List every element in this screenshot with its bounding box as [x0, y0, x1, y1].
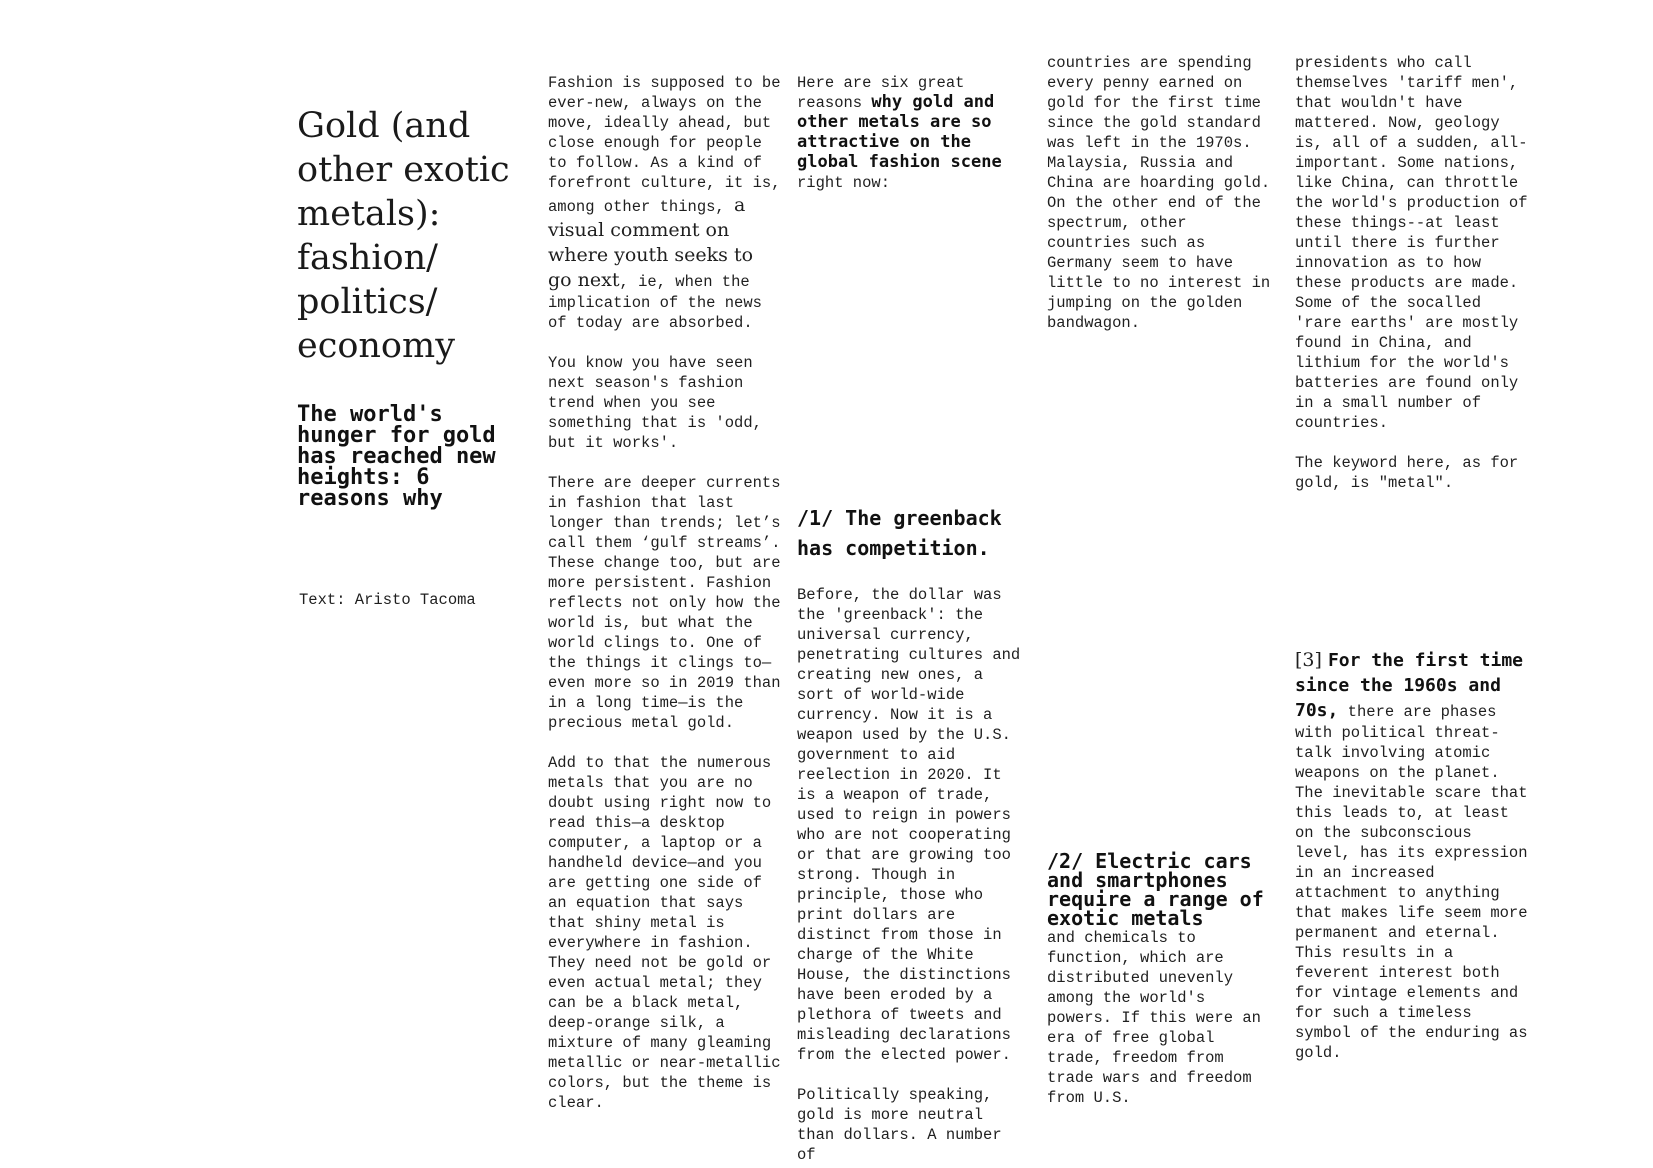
reasons-intro-end: right now: [797, 174, 891, 192]
article-title: Gold (and other exotic metals): fashion/ politics/ economy [297, 106, 510, 366]
intro-paragraph [548, 73, 782, 333]
reasons-intro-start: Here are six great reasons [797, 74, 965, 112]
paragraph-gulf-streams: There are deeper currents in fashion that last longer than trends; let’s call them ‘gulf streams’. These change too, but are more persistent. Fashion reflects not only how the world is, but what the world clings to. One of the things it clings to—even more so in 2019 than in a long time—is the precious metal gold. [548, 474, 781, 732]
body-column-4-lower [1047, 849, 1277, 1108]
geology-paragraph: presidents who call themselves 'tariff men', that wouldn't have mattered. Now, geology is, all of a sudden, all-important. Some nations, like China, can throttle the world's production of these things--at least until there is further innovation as to how these products are made. Some of the socalled 'rare earths' are mostly found in China, and lithium for the world's batteries are found only in a small number of countries. [1295, 54, 1528, 432]
author-credit: Text: Aristo Tacoma [299, 591, 476, 609]
title-column [297, 104, 527, 509]
intro-text-end: , ie, when the implication of the news of today are absorbed. [548, 273, 762, 332]
body-column-5 [1295, 53, 1529, 493]
intro-text-start: Fashion is supposed to be ever-new, always on the move, ideally ahead, but close enough for people to follow. As a kind of forefront culture, it is, among other things, [548, 74, 781, 216]
reason-1-heading: /1/ The greenback has competition. [797, 506, 1002, 560]
body-column-2 [548, 73, 782, 1113]
reasons-intro-bold: why gold and other metals are so attractive on the global fashion scene [797, 92, 1002, 172]
gold-neutral-paragraph: Politically speaking, gold is more neutral than dollars. A number of [797, 1086, 1002, 1164]
intro-emphasis: a visual comment on where youth seeks to go next [548, 194, 754, 291]
reason-3-text: there are phases with political threat-talk involving atomic weapons on the planet. The inevitable scare that this leads to, at least on the subconscious level, has its expression in an increased attachment to anything that makes life seem more permanent and eternal. This results in a feverent interest both for vintage elements and for such a timeless symbol of the enduring as gold. [1295, 703, 1528, 1062]
body-column-4 [1047, 53, 1277, 333]
paragraph-odd-but-works: You know you have seen next season's fashion trend when you see something that is 'odd, but it works'. [548, 354, 762, 452]
body-column-3-lower [797, 503, 1029, 1165]
body-column-5-lower [1295, 648, 1529, 1063]
paragraph-shiny-metal: Add to that the numerous metals that you are no doubt using right now to read this—a desktop computer, a laptop or a handheld device—and you are getting one side of an equation that says that shiny metal is everywhere in fashion. They need not be gold or even actual metal; they can be a black metal, deep-orange silk, a mixture of many gleaming metallic or near-metallic colors, but the theme is clear. [548, 754, 781, 1112]
reasons-intro [797, 73, 1029, 193]
greenback-paragraph: Before, the dollar was the 'greenback': the universal currency, penetrating cultures and creating new ones, a sort of world-wide currency. Now it is a weapon used by the U.S. government to aid reelection in 2020. It is a weapon of trade, used to reign in powers who are not cooperating or that are growing too strong. Though in principle, those who print dollars are distinct from those in charge of the White House, the distinctions have been eroded by a plethora of tweets and misleading declarations from the elected power. [797, 586, 1021, 1064]
keyword-metal-paragraph: The keyword here, as for gold, is "metal". [1295, 454, 1519, 492]
body-column-3 [797, 73, 1029, 193]
reason-3-paragraph [1295, 648, 1529, 1063]
reason-3-number: [3] [1295, 649, 1328, 671]
reason-3-heading: For the first time since the 1960s and 70s, [1295, 650, 1524, 721]
article-subtitle: The world's hunger for gold has reached new heights: 6 reasons why [297, 402, 496, 511]
exotic-metals-paragraph: and chemicals to function, which are distributed unevenly among the world's powers. If this were an era of free global trade, freedom from trade wars and freedom from U.S. [1047, 929, 1261, 1107]
reason-2-heading: /2/ Electric cars and smartphones require a range of exotic metals [1047, 849, 1264, 930]
countries-gold-paragraph: countries are spending every penny earned on gold for the first time since the gold standard was left in the 1970s. Malaysia, Russia and China are hoarding gold. On the other end of the spectrum, other countries such as Germany seem to have little to no interest in jumping on the golden bandwagon. [1047, 54, 1271, 332]
